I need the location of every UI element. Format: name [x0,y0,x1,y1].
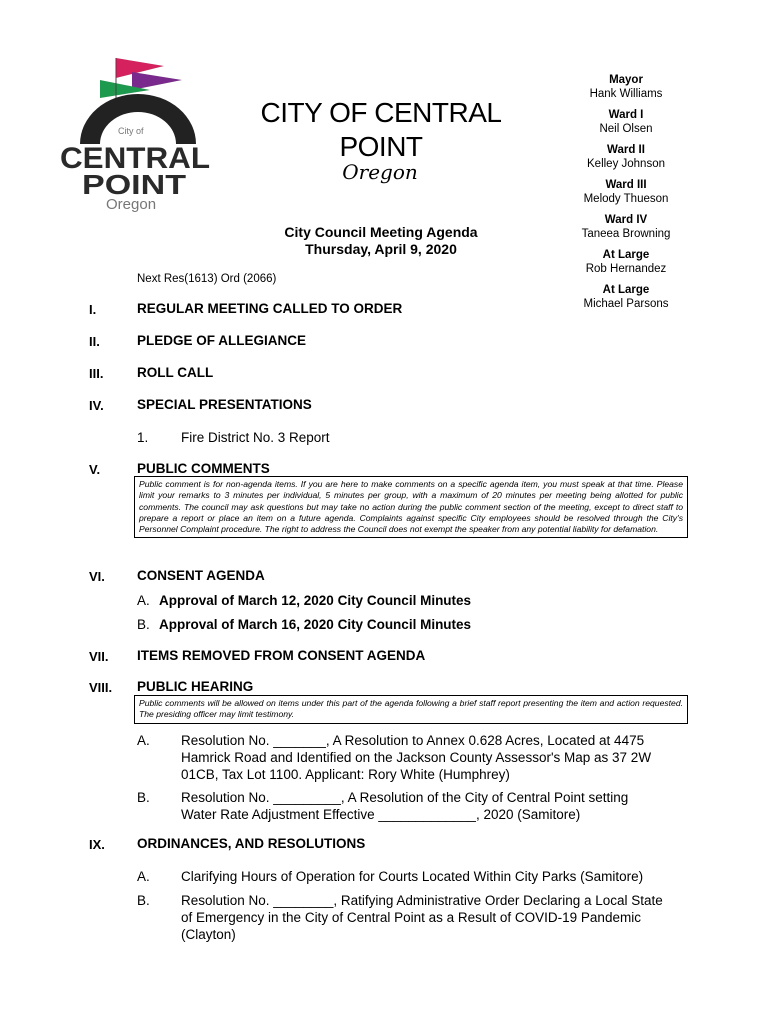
section-title: ROLL CALL [137,365,214,380]
meeting-date: Thursday, April 9, 2020 [305,241,457,257]
council-name: Michael Parsons [583,298,669,310]
agenda-item: Fire District No. 3 Report [181,430,330,445]
council-name: Hank Williams [589,88,663,100]
city-title-line1: CITY OF CENTRAL [260,97,502,128]
section-number: VII. [89,649,109,664]
agenda-item-line: (Clayton) [181,927,236,942]
state-script: Oregon [342,160,418,184]
agenda-item-line: of Emergency in the City of Central Point as a Result of COVID-19 Pandemic [181,910,641,925]
council-role: Ward III [605,179,647,191]
council-member [560,144,692,171]
council-role: Mayor [609,74,643,86]
section-title: ORDINANCES, AND RESOLUTIONS [137,836,366,851]
council-member [560,109,692,136]
council-role: Ward IV [604,214,648,226]
city-logo [58,56,218,216]
item-label: A. [137,733,150,748]
agenda-item-line: Water Rate Adjustment Effective _____________, 2020 (Samitore) [181,807,581,822]
council-member [560,284,692,311]
section-title: CONSENT AGENDA [137,568,265,583]
section-title: REGULAR MEETING CALLED TO ORDER [137,301,403,316]
section-number: IX. [89,837,105,852]
council-role: Ward II [607,144,645,156]
logo-line2: POINT [82,169,186,200]
agenda-item-line: Resolution No. ________, Ratifying Administrative Order Declaring a Local State [181,893,663,908]
section-title: ITEMS REMOVED FROM CONSENT AGENDA [137,648,426,663]
agenda-item: Approval of March 16, 2020 City Council Minutes [159,617,472,632]
item-label: B. [137,893,150,908]
agenda-item-line: 01CB, Tax Lot 1100. Applicant: Rory White (Humphrey) [181,767,510,782]
council-member [560,179,692,206]
section-number: III. [89,366,104,381]
section-number: V. [89,462,101,477]
logo-arch [80,94,196,144]
logo-small-text: City of [118,126,144,136]
section-title: PUBLIC HEARING [137,679,254,694]
agenda-item-line: Resolution No. _______, A Resolution to Annex 0.628 Acres, Located at 4475 [181,733,645,748]
council-name: Melody Thueson [583,193,669,205]
council-role: At Large [602,249,650,261]
council-name: Kelley Johnson [587,158,665,170]
item-label: B. [137,790,150,805]
council-name: Taneea Browning [581,228,671,240]
agenda-item-line: Resolution No. _________, A Resolution of the City of Central Point setting [181,790,629,805]
item-label: A. [137,869,150,884]
section-number: I. [89,302,97,317]
section-number: VI. [89,569,105,584]
section-title: PLEDGE OF ALLEGIANCE [137,333,307,348]
council-member [560,214,692,241]
section-title: SPECIAL PRESENTATIONS [137,397,312,412]
logo-flag-purple [132,72,182,90]
next-resolution-ordinance: Next Res(1613) Ord (2066) [137,273,277,285]
agenda-item: Clarifying Hours of Operation for Courts Located Within City Parks (Samitore) [181,869,644,884]
council-role: Ward I [608,109,644,121]
council-member [560,249,692,276]
item-label: B. [137,617,150,632]
meeting-title-line1: City Council Meeting Agenda [284,224,478,240]
council-role: At Large [602,284,650,296]
council-list [560,74,692,319]
logo-line1: CENTRAL [60,142,210,175]
city-title [236,96,526,164]
section-number: II. [89,334,100,349]
meeting-title [236,224,526,258]
agenda-item: Approval of March 12, 2020 City Council Minutes [159,593,472,608]
item-number: 1. [137,430,149,445]
item-label: A. [137,593,150,608]
council-name: Neil Olsen [599,123,653,135]
logo-line3: Oregon [106,196,157,213]
agenda-item-line: Hamrick Road and Identified on the Jackson County Assessor's Map as 37 2W [181,750,652,765]
section-number: IV. [89,398,104,413]
public-comment-note: Public comment is for non-agenda items. If you are here to make comments on a specific agenda item, you must speak at that time. Please limit your remarks to 3 minutes per individual, 5 minutes per group, with a maximum of 20 minutes per meeting being allotted for public comments. The council may ask questions but may take no action during the public comment section of the meeting, except to direct staff to prepare a report or place an item on a future agenda. Complaints against specific City employees should be resolved through the City's Personnel Complaint procedure. The right to address the Council does not exempt the speaker from any potential liability for defamation. [134,476,688,538]
city-title-line2: POINT [339,131,423,162]
section-title: PUBLIC COMMENTS [137,461,270,476]
section-number: VIII. [89,680,113,695]
council-name: Rob Hernandez [585,263,667,275]
council-member [560,74,692,101]
public-hearing-note: Public comments will be allowed on items under this part of the agenda following a brief staff report presenting the item and action requested. The presiding officer may limit testimony. [134,695,688,724]
